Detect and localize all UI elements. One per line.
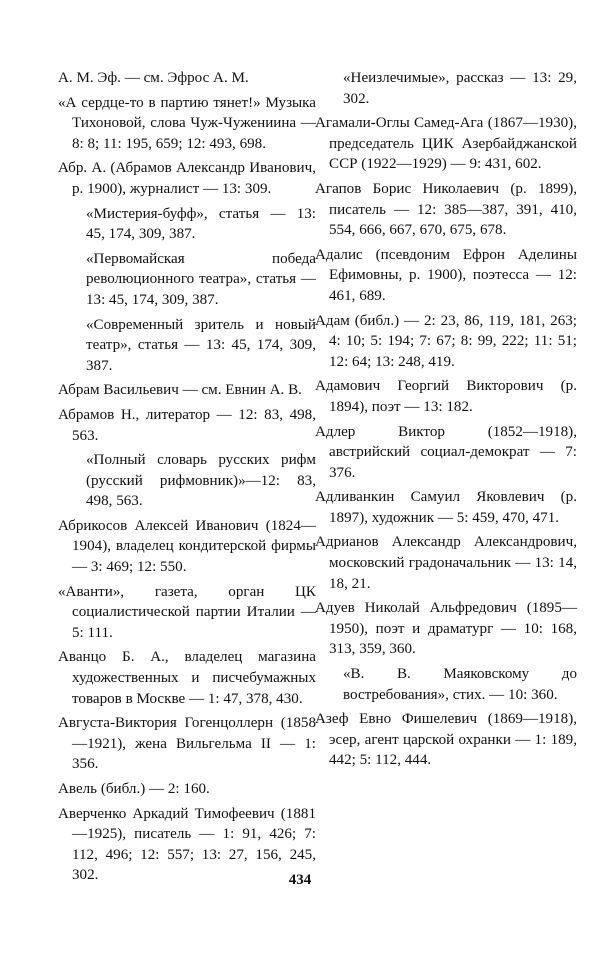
index-entry: А. М. Эф. — см. Эфрос А. М. <box>58 70 249 86</box>
index-entry: Азеф Евно Фишелевич (1869—1918), эсер, агент царской охранки — 1: 189, 442; 5: 112, 444. <box>315 711 577 769</box>
index-entry: «А сердце-то в партию тянет!» Музыка Тихоновой, слова Чуж-Чужениина — 8: 8; 11: 195, 659; 12: 493, 698. <box>58 94 316 152</box>
index-entry: Адуев Николай Альфредович (1895—1950), поэт и драматург — 10: 168, 313, 359, 360. <box>315 600 577 658</box>
index-subentry: «В. В. Маяковскому до востребования», стих. — 10: 360. <box>343 666 577 703</box>
index-entry: Адливанкин Самуил Яковлевич (р. 1897), художник — 5: 459, 470, 471. <box>315 489 577 526</box>
index-subentry: «Современный зритель и новый театр», статья — 13: 45, 174, 309, 387. <box>86 316 316 374</box>
index-entry: Адам (библ.) — 2: 23, 86, 119, 181, 263; 4: 10; 5: 194; 7: 67; 8: 99, 222; 11: 51; 12: 64; 13: 248, 419. <box>315 312 577 370</box>
index-entry: Агапов Борис Николаевич (р. 1899), писатель — 12: 385—387, 391, 410, 554, 666, 667, 670, 675, 678. <box>315 180 577 239</box>
index-column-left <box>58 68 316 890</box>
index-subentry: «Неизлечимые», рассказ — 13: 29, 302. <box>343 70 577 107</box>
index-entry: Абрикосов Алексей Иванович (1824—1904), владелец кондитерской фирмы — 3: 469; 12: 550. <box>58 517 316 576</box>
index-entry: «Аванти», газета, орган ЦК социалистической партии Италии — 5: 111. <box>58 583 316 641</box>
index-entry: Абр. А. (Абрамов Александр Иванович, р. 1900), журналист — 13: 309. <box>58 160 316 197</box>
index-entry: Адлер Виктор (1852—1918), австрийский социал-демократ — 7: 376. <box>315 423 577 481</box>
index-column-right <box>315 68 577 775</box>
index-entry: Адамович Георгий Викторович (р. 1894), поэт — 13: 182. <box>315 378 577 415</box>
index-entry: Адалис (псевдоним Ефрон Аделины Ефимовны, р. 1900), поэтесса — 12: 461, 689. <box>315 246 577 304</box>
index-entry: Абрамов Н., литератор — 12: 83, 498, 563. <box>58 406 316 444</box>
index-entry: Аверченко Аркадий Тимофеевич (1881—1925), писатель — 1: 91, 426; 7: 112, 496; 12: 557; 13: 27, 156, 245, 302. <box>58 805 316 884</box>
index-entry: Аванцо Б. А., владелец магазина художественных и писчебумажных товаров в Москве — 1: 47, 378, 430. <box>58 649 316 707</box>
index-entry: Адрианов Александр Александрович, московский градоначальник — 13: 14, 18, 21. <box>315 534 577 592</box>
index-subentry: «Мистерия-буфф», статья — 13: 45, 174, 309, 387. <box>86 205 316 243</box>
index-entry: Агамали-Оглы Самед-Ага (1867—1930), председатель ЦИК Азербайджанской ССР (1922—1929) — 9: 431, 602. <box>315 115 577 173</box>
index-entry: Авель (библ.) — 2: 160. <box>58 781 210 797</box>
index-entry: Августа-Виктория Гогенцоллерн (1858—1921), жена Вильгельма II — 1: 356. <box>58 715 316 773</box>
index-entry: Абрам Васильевич — см. Евнин А. В. <box>58 382 302 399</box>
index-subentry: «Первомайская победа революционного театра», статья —13: 45, 174, 309, 387. <box>86 250 316 308</box>
page-number: 434 <box>288 872 312 888</box>
index-subentry: «Полный словарь русских рифм (русский рифмовник)»—12: 83, 498, 563. <box>86 452 316 510</box>
